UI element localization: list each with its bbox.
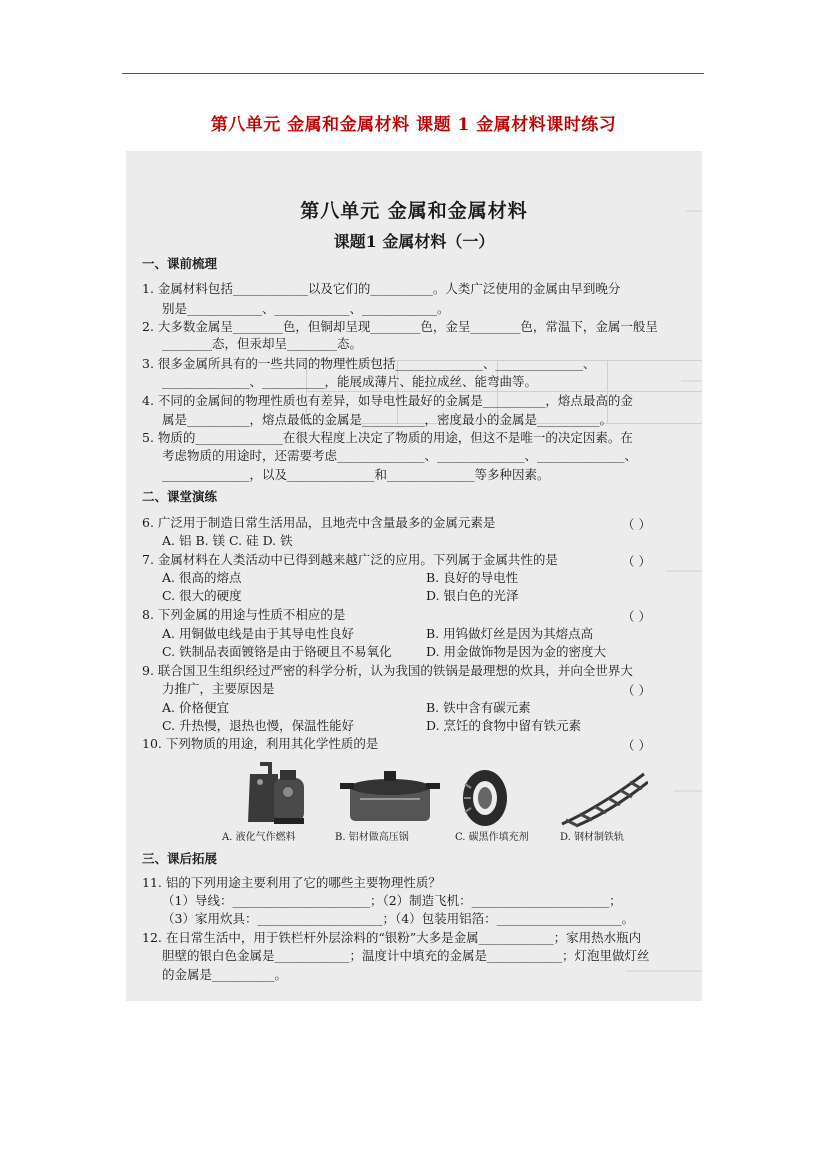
worksheet-title: 第八单元 金属和金属材料 [300, 200, 528, 222]
option: B. 铁中含有碳元素 [426, 700, 531, 715]
question-9: 力推广，主要原因是 [162, 681, 275, 696]
answer-parentheses: （ ） [622, 683, 651, 698]
question-11: （3）家用炊具：____________________；（4）包装用铝箔：____________________。 [162, 911, 635, 926]
option: A. 价格便宜 [162, 700, 229, 715]
option: A. 很高的熔点 [162, 570, 242, 585]
pressure-cooker-icon [340, 765, 440, 825]
question-12: 12. 在日常生活中，用于铁栏杆外层涂料的“银粉”大多是金属____________；家用热水瓶内 [142, 930, 642, 945]
question-10: 10. 下列物质的用途，利用其化学性质的是 [142, 736, 379, 751]
worksheet-subtitle: 课题1 金属材料（一） [333, 232, 495, 251]
question-6-options: A. 铝 B. 镁 C. 硅 D. 铁 [162, 533, 293, 548]
figure-caption: C. 碳黑作填充剂 [455, 832, 529, 843]
question-5: 5. 物质的______________在很大程度上决定了物质的用途，但这不是唯一的决定因素。在 [142, 430, 633, 445]
question-4: 属是__________，熔点最低的金属是__________，密度最小的金属是__________。 [162, 412, 613, 427]
header-rule [122, 73, 704, 74]
question-8: 8. 下列金属的用途与性质不相应的是 [142, 607, 346, 622]
answer-parentheses: （ ） [622, 609, 651, 624]
question-4: 4. 不同的金属间的物理性质也有差异，如导电性最好的金属是__________，熔点最高的金 [142, 393, 633, 408]
question-5: ______________，以及______________和______________等多种因素。 [162, 467, 550, 482]
option: D. 银白色的光泽 [426, 588, 519, 603]
question-3: 3. 很多金属所具有的一些共同的物理性质包括______________、______________、 [142, 356, 596, 371]
option: B. 用钨做灯丝是因为其熔点高 [426, 626, 594, 641]
option: D. 烹饪的食物中留有铁元素 [426, 718, 582, 733]
question-9: 9. 联合国卫生组织经过严密的科学分析，认为我国的铁锅是最理想的炊具，并向全世界大 [142, 663, 633, 678]
option: C. 升热慢，退热也慢，保温性能好 [162, 718, 355, 733]
question-12: 胆壁的银白色金属是____________；温度计中填充的金属是____________；灯泡里做灯丝 [162, 948, 650, 963]
question-1: 别是____________、____________、____________。 [162, 301, 450, 316]
question-1: 1. 金属材料包括____________以及它们的__________。人类广泛使用的金属由早到晚分 [142, 281, 621, 296]
page-title: 第八单元 金属和金属材料 课题 1 金属材料课时练习 [210, 115, 617, 135]
question-2: 2. 大多数金属呈________色，但铜却呈现________色，金呈________色，常温下，金属一般呈 [142, 319, 658, 334]
question-3: ______________、__________，能展成薄片、能拉成丝、能弯曲等。 [162, 374, 538, 389]
answer-parentheses: （ ） [622, 517, 651, 532]
answer-parentheses: （ ） [622, 554, 651, 569]
figure-caption: B. 铝材做高压锅 [335, 832, 409, 843]
figure-caption: A. 液化气作燃料 [222, 832, 296, 843]
railway-track-icon [558, 768, 648, 828]
figure-caption: D. 钢材制铁轨 [560, 832, 625, 843]
option: C. 铁制品表面镀铬是由于铬硬且不易氧化 [162, 644, 392, 659]
question-12: 的金属是__________。 [162, 967, 288, 982]
question-5: 考虑物质的用途时，还需要考虑______________、______________、______________、 [162, 448, 638, 463]
question-6: 6. 广泛用于制造日常生活用品，且地壳中含量最多的金属元素是 [142, 515, 496, 530]
option: A. 用铜做电线是由于其导电性良好 [162, 626, 354, 641]
gas-cylinder-icon [240, 752, 320, 827]
section-heading: 一、课前梳理 [142, 256, 218, 271]
option: D. 用金做饰物是因为金的密度大 [426, 644, 607, 659]
section-heading: 三、课后拓展 [142, 851, 218, 866]
answer-parentheses: （ ） [622, 738, 651, 753]
question-7: 7. 金属材料在人类活动中已得到越来越广泛的应用。下列属于金属共性的是 [142, 552, 558, 567]
section-heading: 二、课堂演练 [142, 489, 218, 504]
question-11: （1）导线：______________________；（2）制造飞机：______________________； [162, 893, 622, 908]
question-11: 11. 铝的下列用途主要利用了它的哪些主要物理性质？ [142, 875, 441, 890]
question-2: ________态，但汞却呈________态。 [162, 336, 363, 351]
tire-icon [455, 768, 515, 828]
option: B. 良好的导电性 [426, 570, 519, 585]
option: C. 很大的硬度 [162, 588, 242, 603]
